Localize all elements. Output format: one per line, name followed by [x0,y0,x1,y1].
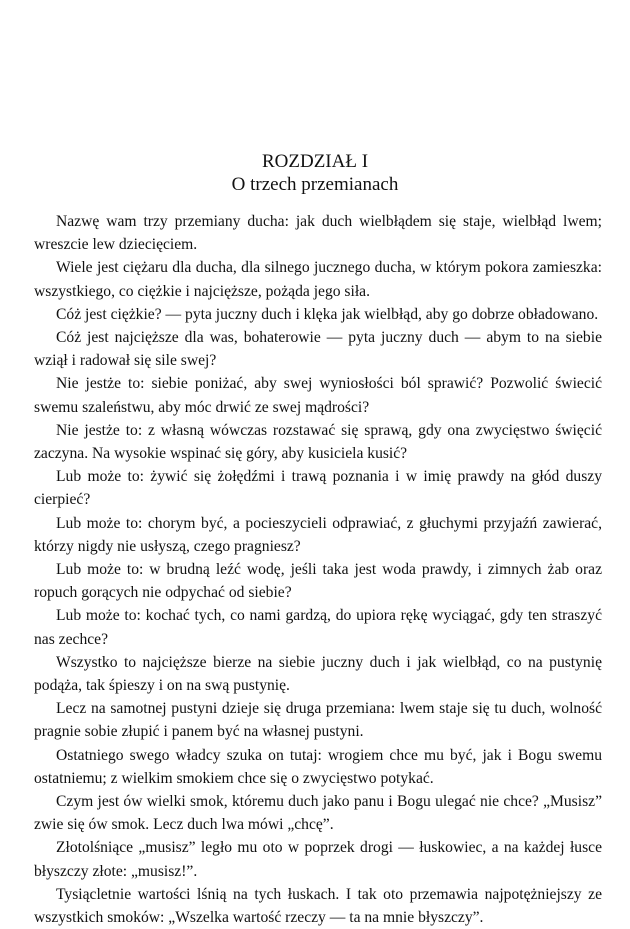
paragraph: Wiele jest ciężaru dla ducha, dla silnego jucznego ducha, w którym pokora zamieszka: wszystkiego, co ciężkie i najcięższe, pożąda jego siła. [34,259,602,300]
paragraph: Złotolśniące „musisz” legło mu oto w poprzek drogi — łuskowiec, a na każdej łusce błyszczy złote: „musisz!”. [34,839,602,880]
chapter-heading [0,150,630,196]
paragraph: Wszystko to najcięższe bierze na siebie juczny duch i jak wielbłąd, co na pustynię podąża, tak śpieszy i on na swą pustynię. [34,653,602,695]
paragraph: Lub może to: żywić się żołędźmi i trawą poznania i w imię prawdy na głód duszy cierpieć? [34,468,602,509]
paragraph: Cóż jest najcięższe dla was, bohaterowie — pyta juczny duch — abym to na siebie wziął i radował się sile swej? [34,329,602,370]
paragraph: Lecz na samotnej pustyni dzieje się druga przemiana: lwem staje się tu duch, wolność pragnie sobie złupić i panem być na własnej pustyni. [34,700,602,741]
paragraph: Nie jestże to: z własną wówczas rozstawać się sprawą, gdy ona zwycięstwo święcić zaczyna. Na wysokie wspinać się góry, aby kusiciela kusić? [34,421,602,463]
paragraph: Cóż jest ciężkie? — pyta juczny duch i klęka jak wielbłąd, aby go dobrze obładowano. [56,305,599,323]
chapter-number: ROZDZIAŁ I [261,151,369,172]
paragraph: Nie jestże to: siebie poniżać, aby swej wyniosłości ból sprawić? Pozwolić świecić swemu szaleństwu, aby móc drwić ze swej mądrości? [34,375,602,416]
paragraph: Ostatniego swego władcy szuka on tutaj: wrogiem chce mu być, jak i Bogu swemu ostatniemu; z wielkim smokiem chce się o zwycięstwo potykać. [34,746,602,787]
paragraph: Lub może to: w brudną leźć wodę, jeśli taka jest woda prawdy, i zimnych żab oraz ropuch gorących nie odpychać od siebie? [34,561,602,602]
paragraph: Nazwę wam trzy przemiany ducha: jak duch wielbłądem się staje, wielbłąd lwem; wreszcie lew dziecięciem. [34,213,602,254]
paragraph: Lub może to: kochać tych, co nami gardzą, do upiora rękę wyciągać, gdy ten straszyć nas zechce? [34,607,602,648]
paragraph: Lub może to: chorym być, a pocieszycieli odprawiać, z głuchymi przyjaźń zawierać, którzy nigdy nie usłyszą, czego pragniesz? [34,514,602,555]
chapter-title: O trzech przemianach [231,174,399,195]
paragraph: Tysiącletnie wartości lśnią na tych łuskach. I tak oto przemawia najpotężniejszy ze wszystkich smoków: „Wszelka wartość rzeczy — ta na mnie błyszczy”. [34,885,602,927]
paragraph: Czym jest ów wielki smok, któremu duch jako panu i Bogu ulegać nie chce? „Musisz” zwie się ów smok. Lecz duch lwa mówi „chcę”. [34,793,602,834]
chapter-body [34,210,602,929]
